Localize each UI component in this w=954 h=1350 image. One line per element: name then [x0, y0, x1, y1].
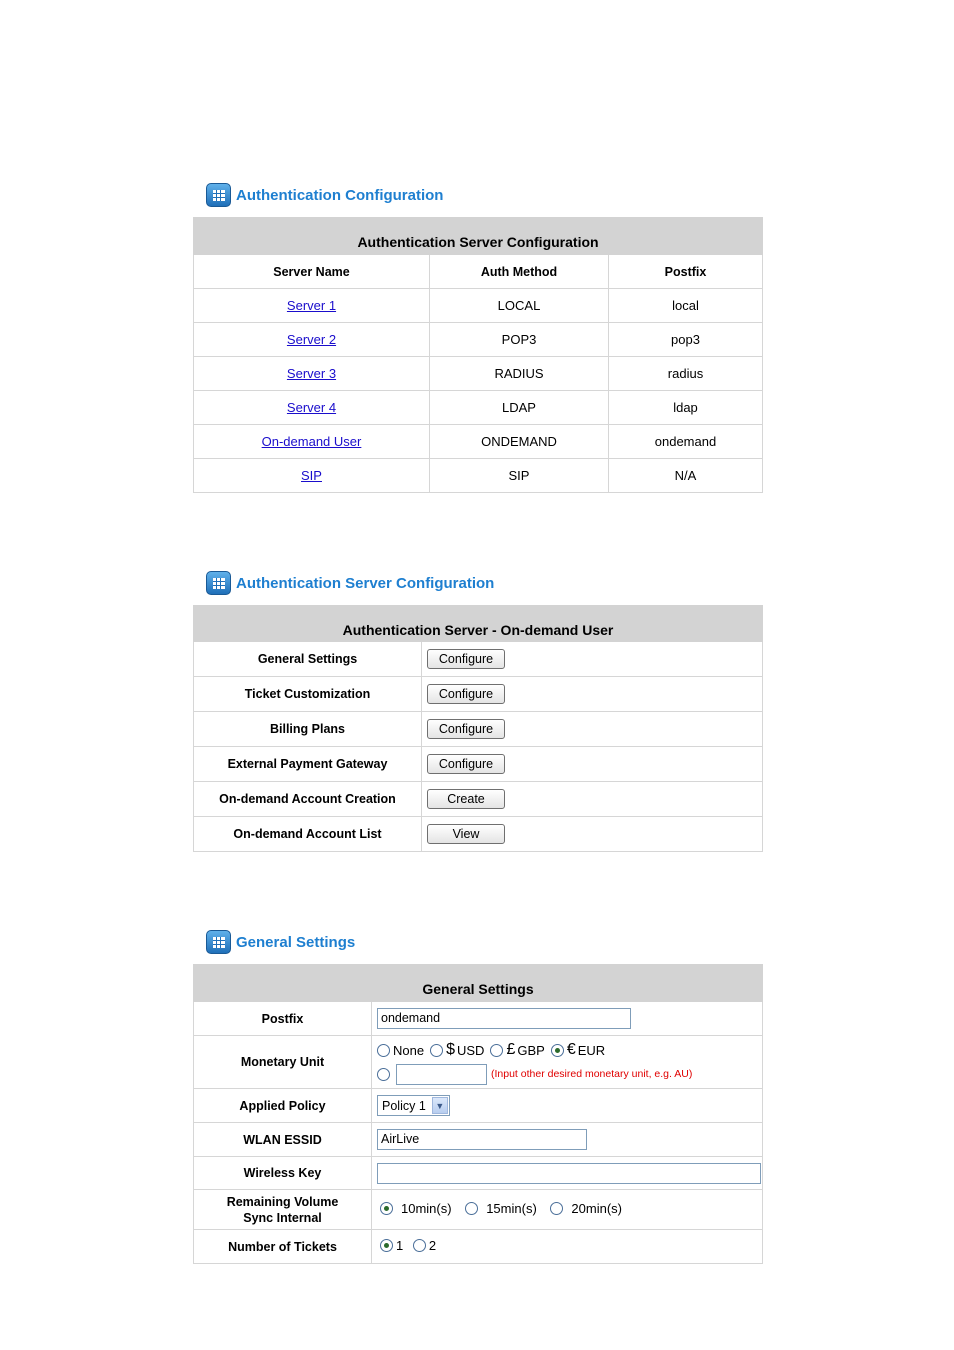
monetary-eur-radio[interactable] — [551, 1044, 564, 1057]
option-label: 10min(s) — [401, 1201, 452, 1216]
table-row — [194, 747, 763, 782]
monetary-none-radio[interactable] — [377, 1044, 390, 1057]
table-row — [194, 391, 763, 425]
auth-method-cell: ONDEMAND — [430, 425, 609, 459]
grid-icon — [206, 571, 231, 595]
server-4-link[interactable]: Server 4 — [286, 400, 337, 415]
table-row — [194, 459, 763, 493]
row-label: Ticket Customization — [194, 677, 422, 712]
sync-10min-radio[interactable] — [380, 1202, 393, 1215]
sip-link[interactable]: SIP — [301, 468, 322, 483]
monetary-other-input[interactable] — [396, 1064, 487, 1085]
auth-method-cell: RADIUS — [430, 357, 609, 391]
option-label: EUR — [577, 1042, 606, 1058]
col-postfix: Postfix — [609, 255, 763, 289]
postfix-cell: N/A — [609, 459, 763, 493]
wireless-key-input[interactable] — [377, 1163, 761, 1184]
row-label: Billing Plans — [194, 712, 422, 747]
auth-method-cell: LDAP — [430, 391, 609, 425]
account-list-view-button[interactable]: View — [427, 824, 505, 844]
auth-method-cell: POP3 — [430, 323, 609, 357]
option-label: None — [393, 1042, 425, 1058]
general-settings-configure-button[interactable]: Configure — [427, 649, 505, 669]
option-label: 20min(s) — [571, 1201, 622, 1216]
monetary-gbp-radio[interactable] — [490, 1044, 503, 1057]
auth-config-heading — [206, 183, 443, 207]
monetary-unit-label: Monetary Unit — [194, 1036, 372, 1089]
postfix-cell: pop3 — [609, 323, 763, 357]
sync-20min-radio[interactable] — [550, 1202, 563, 1215]
table-row — [194, 782, 763, 817]
table-caption: Authentication Server Configuration — [194, 218, 763, 255]
applied-policy-label: Applied Policy — [194, 1089, 372, 1123]
tickets-2-radio[interactable] — [413, 1239, 426, 1252]
row-label: On-demand Account List — [194, 817, 422, 852]
option-label: 15min(s) — [486, 1201, 537, 1216]
pound-symbol: £ — [506, 1041, 516, 1058]
tickets-label: Number of Tickets — [194, 1230, 372, 1264]
col-server-name: Server Name — [194, 255, 430, 289]
auth-server-table — [193, 217, 763, 493]
server-1-link[interactable]: Server 1 — [286, 298, 337, 313]
table-row — [194, 817, 763, 852]
auth-server-config-heading — [206, 571, 494, 595]
sync-15min-radio[interactable] — [465, 1202, 478, 1215]
row-label: General Settings — [194, 642, 422, 677]
wlan-essid-input[interactable]: AirLive — [377, 1129, 587, 1150]
section-title: Authentication Configuration — [236, 186, 444, 204]
postfix-input[interactable]: ondemand — [377, 1008, 631, 1029]
sync-label-line1: Remaining Volume — [226, 1194, 339, 1209]
server-2-link[interactable]: Server 2 — [286, 332, 337, 347]
option-label: GBP — [517, 1042, 545, 1058]
applied-policy-select[interactable] — [377, 1095, 450, 1116]
row-label: External Payment Gateway — [194, 747, 422, 782]
postfix-label: Postfix — [194, 1002, 372, 1036]
sync-label-line2: Sync Internal — [243, 1210, 322, 1225]
postfix-cell: ldap — [609, 391, 763, 425]
payment-gateway-configure-button[interactable]: Configure — [427, 754, 505, 774]
ondemand-user-link[interactable]: On-demand User — [261, 434, 362, 449]
chevron-down-icon[interactable]: ▼ — [432, 1097, 448, 1114]
billing-plans-configure-button[interactable]: Configure — [427, 719, 505, 739]
account-creation-create-button[interactable]: Create — [427, 789, 505, 809]
postfix-cell: radius — [609, 357, 763, 391]
monetary-other-radio[interactable] — [377, 1068, 390, 1081]
postfix-cell: local — [609, 289, 763, 323]
col-auth-method: Auth Method — [430, 255, 609, 289]
wlan-essid-label: WLAN ESSID — [194, 1123, 372, 1157]
general-settings-table — [193, 964, 763, 1264]
sync-interval-label — [194, 1190, 372, 1230]
wireless-key-label: Wireless Key — [194, 1157, 372, 1190]
option-label: 1 — [396, 1238, 404, 1253]
auth-method-cell: SIP — [430, 459, 609, 493]
monetary-usd-radio[interactable] — [430, 1044, 443, 1057]
euro-symbol: € — [566, 1041, 576, 1058]
option-label: USD — [456, 1042, 485, 1058]
table-row — [194, 677, 763, 712]
table-row — [194, 323, 763, 357]
grid-icon — [206, 183, 231, 207]
table-caption: General Settings — [194, 965, 763, 1002]
monetary-hint: (Input other desired monetary unit, e.g. AU) — [491, 1068, 693, 1080]
table-row — [194, 425, 763, 459]
table-row — [194, 289, 763, 323]
option-label: 2 — [428, 1238, 437, 1253]
general-settings-heading — [206, 930, 355, 954]
ondemand-user-table — [193, 605, 763, 852]
section-title: Authentication Server Configuration — [236, 574, 495, 592]
postfix-cell: ondemand — [609, 425, 763, 459]
row-label: On-demand Account Creation — [194, 782, 422, 817]
table-caption: Authentication Server - On-demand User — [194, 606, 763, 642]
table-row — [194, 357, 763, 391]
tickets-1-radio[interactable] — [380, 1239, 393, 1252]
grid-icon — [206, 930, 231, 954]
table-row — [194, 642, 763, 677]
dollar-symbol: $ — [446, 1041, 455, 1058]
ticket-customization-configure-button[interactable]: Configure — [427, 684, 505, 704]
selected-value: Policy 1 — [382, 1098, 426, 1113]
auth-method-cell: LOCAL — [430, 289, 609, 323]
section-title: General Settings — [236, 933, 356, 951]
table-row — [194, 712, 763, 747]
server-3-link[interactable]: Server 3 — [286, 366, 337, 381]
